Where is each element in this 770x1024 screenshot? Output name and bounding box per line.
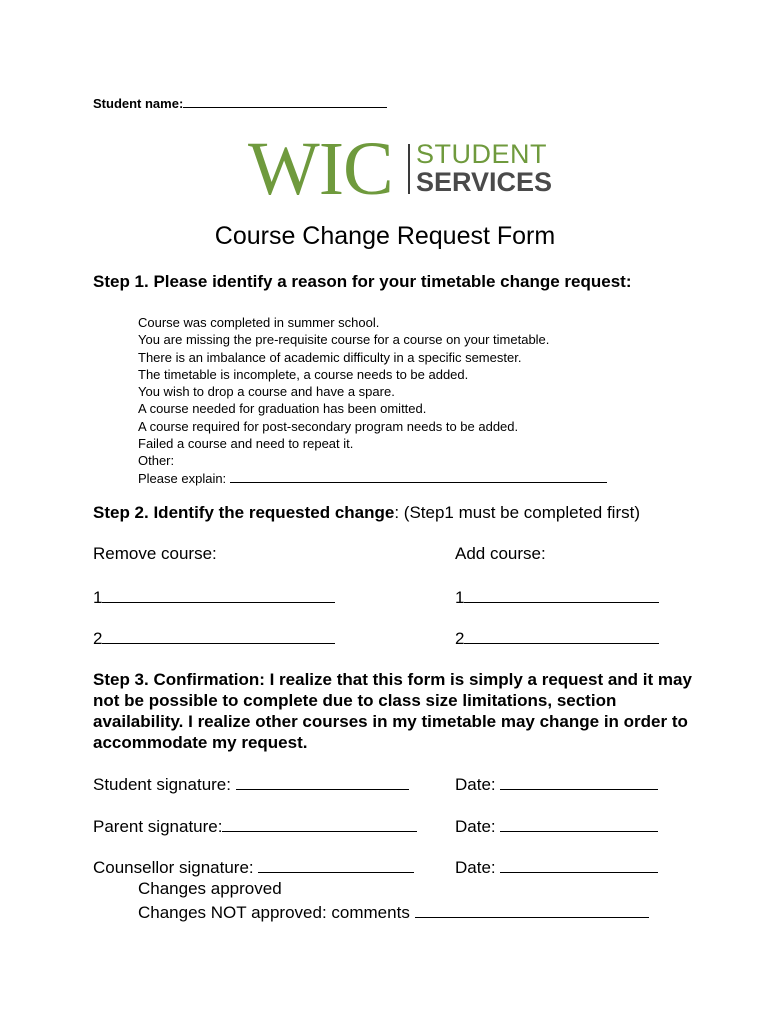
step2-heading — [93, 503, 640, 523]
remove-course-1-input[interactable] — [102, 586, 335, 603]
add-course-2 — [455, 627, 659, 649]
parent-date-input[interactable] — [500, 815, 658, 832]
reason-list — [138, 314, 607, 487]
student-signature-row — [93, 773, 409, 795]
date-label: Date: — [455, 775, 501, 794]
comments-input[interactable] — [415, 901, 649, 918]
remove-course-2-number: 2 — [93, 629, 103, 648]
reason-option[interactable]: You wish to drop a course and have a spare. — [138, 384, 395, 400]
parent-signature-label: Parent signature: — [93, 817, 223, 836]
changes-not-approved-row — [138, 901, 649, 923]
parent-date-row — [455, 815, 658, 837]
step1-heading: Step 1. Please identify a reason for your timetable change request: — [93, 272, 632, 291]
add-course-2-input[interactable] — [464, 627, 659, 644]
logo-student-text: STUDENT — [416, 139, 547, 169]
step2-note: : (Step1 must be completed first) — [394, 503, 640, 522]
add-course-1-input[interactable] — [464, 586, 659, 603]
logo-wic-text: WIC — [248, 127, 393, 211]
counsellor-signature-row — [93, 856, 414, 878]
reason-option[interactable]: You are missing the pre-requisite course for a course on your timetable. — [138, 332, 550, 348]
reason-option[interactable]: A course needed for graduation has been omitted. — [138, 401, 427, 417]
parent-signature-input[interactable] — [222, 815, 417, 832]
reason-option-other[interactable]: Other: — [138, 453, 175, 469]
page-title: Course Change Request Form — [214, 222, 556, 250]
remove-course-1-number: 1 — [93, 588, 103, 607]
date-label: Date: — [455, 858, 501, 877]
remove-course-2-input[interactable] — [102, 627, 335, 644]
step2-heading-bold: Step 2. Identify the requested change — [93, 503, 395, 522]
remove-course-label: Remove course: — [93, 544, 217, 563]
logo-divider — [408, 144, 410, 194]
reason-option[interactable]: Failed a course and need to repeat it. — [138, 436, 354, 452]
remove-course-2 — [93, 627, 335, 649]
changes-not-approved-label[interactable]: Changes NOT approved: comments — [138, 903, 415, 922]
student-name-label: Student name: — [93, 96, 184, 111]
parent-signature-row — [93, 815, 417, 837]
student-date-row — [455, 773, 658, 795]
reason-option[interactable]: The timetable is incomplete, a course needs to be added. — [138, 366, 469, 382]
explain-row — [138, 470, 607, 487]
reason-option[interactable]: There is an imbalance of academic difficulty in a specific semester. — [138, 349, 522, 365]
counsellor-signature-input[interactable] — [258, 856, 414, 873]
explain-label: Please explain: — [138, 470, 227, 486]
step3-confirmation: Step 3. Confirmation: I realize that this form is simply a request and it may not be possible to complete due to class size limitations, section availability. I realize other courses in my timetable may change in order to accommodate my request. — [93, 670, 692, 752]
date-label: Date: — [455, 817, 501, 836]
counsellor-date-input[interactable] — [500, 856, 658, 873]
student-name-input[interactable] — [183, 95, 387, 108]
add-course-2-number: 2 — [455, 629, 465, 648]
student-signature-label: Student signature: — [93, 775, 236, 794]
changes-approved-option[interactable]: Changes approved — [138, 879, 282, 898]
counsellor-signature-label: Counsellor signature: — [93, 858, 259, 877]
add-course-1 — [455, 586, 659, 608]
counsellor-date-row — [455, 856, 658, 878]
student-date-input[interactable] — [500, 773, 658, 790]
logo-services-text: SERVICES — [416, 167, 553, 197]
remove-course-1 — [93, 586, 335, 608]
reason-option[interactable]: A course required for post-secondary program needs to be added. — [138, 418, 519, 434]
reason-option[interactable]: Course was completed in summer school. — [138, 315, 380, 330]
explain-input[interactable] — [230, 470, 607, 483]
add-course-1-number: 1 — [455, 588, 465, 607]
student-signature-input[interactable] — [236, 773, 409, 790]
student-name-field — [93, 95, 387, 111]
add-course-label: Add course: — [455, 544, 546, 563]
